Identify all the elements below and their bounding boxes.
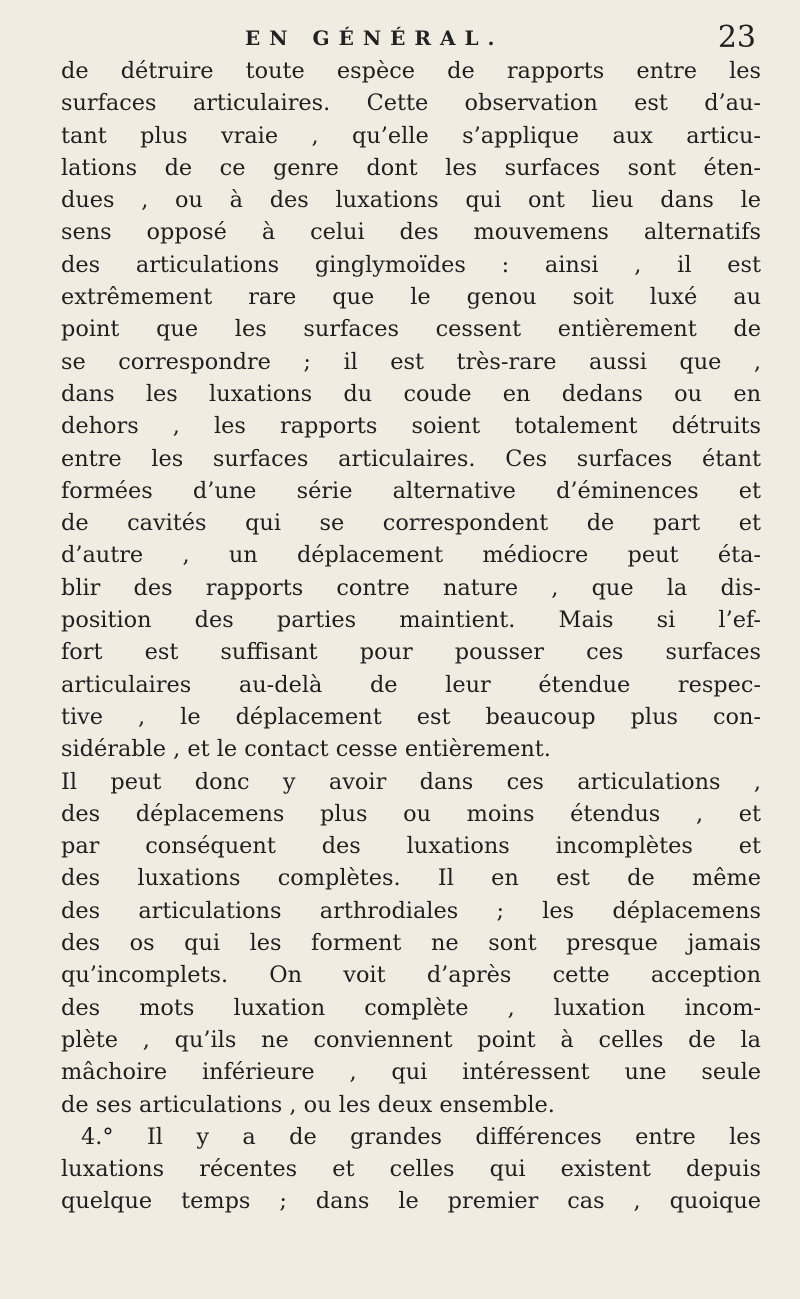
text-line: d’autre , un déplacement médiocre peut éta-: [61, 542, 761, 569]
text-line: dans les luxations du coude en dedans ou en: [61, 380, 761, 407]
text-line: fort est suffisant pour pousser ces surfaces: [61, 639, 761, 666]
text-line: des luxations complètes. Il en est de même: [61, 865, 761, 892]
running-title: EN GÉNÉRAL.: [245, 26, 504, 50]
text-line: plète , qu’ils ne conviennent point à celles de la: [61, 1026, 761, 1053]
page-number: 23: [717, 20, 756, 55]
text-line: des mots luxation complète , luxation incom-: [61, 994, 761, 1021]
text-line: sens opposé à celui des mouvemens alternatifs: [61, 219, 761, 246]
text-line: surfaces articulaires. Cette observation est d’au-: [61, 90, 761, 117]
text-line: articulaires au-delà de leur étendue respec-: [61, 671, 761, 698]
text-line: position des parties maintient. Mais si l’ef-: [61, 607, 761, 634]
text-line: dues , ou à des luxations qui ont lieu dans le: [61, 187, 761, 214]
text-line: des articulations ginglymoïdes : ainsi , il est: [61, 251, 761, 278]
text-line: des os qui les forment ne sont presque jamais: [61, 930, 761, 957]
text-line: quelque temps ; dans le premier cas , quoique: [61, 1188, 761, 1215]
text-line: extrêmement rare que le genou soit luxé au: [61, 284, 761, 311]
page-header: [60, 18, 760, 58]
text-line: point que les surfaces cessent entièrement de: [61, 316, 761, 343]
text-line: mâchoire inférieure , qui intéressent une seule: [61, 1059, 761, 1086]
text-line: Il peut donc y avoir dans ces articulations ,: [61, 768, 761, 795]
text-line: par conséquent des luxations incomplètes et: [61, 833, 761, 860]
text-line: 4.° Il y a de grandes différences entre les: [81, 1123, 761, 1150]
text-line: de cavités qui se correspondent de part et: [61, 510, 761, 537]
text-line: sidérable , et le contact cesse entièrement.: [61, 736, 551, 763]
text-line: dehors , les rapports soient totalement détruits: [61, 413, 761, 440]
text-line: tant plus vraie , qu’elle s’applique aux articu-: [61, 122, 761, 149]
text-line: de ses articulations , ou les deux ensemble.: [61, 1091, 555, 1118]
text-line: luxations récentes et celles qui existent depuis: [61, 1156, 761, 1183]
text-line: entre les surfaces articulaires. Ces surfaces étant: [61, 445, 761, 472]
text-line: tive , le déplacement est beaucoup plus con-: [61, 703, 761, 730]
text-line: des déplacemens plus ou moins étendus , et: [61, 800, 761, 827]
text-line: de détruire toute espèce de rapports entre les: [61, 58, 761, 84]
text-line: blir des rapports contre nature , que la dis-: [61, 574, 761, 601]
body-text: [61, 55, 761, 1218]
text-line: lations de ce genre dont les surfaces sont éten-: [61, 154, 761, 181]
text-line: formées d’une série alternative d’éminences et: [61, 477, 761, 504]
text-line: qu’incomplets. On voit d’après cette acception: [61, 962, 761, 989]
text-line: des articulations arthrodiales ; les déplacemens: [61, 897, 761, 924]
text-line: se correspondre ; il est très-rare aussi que ,: [61, 348, 761, 375]
